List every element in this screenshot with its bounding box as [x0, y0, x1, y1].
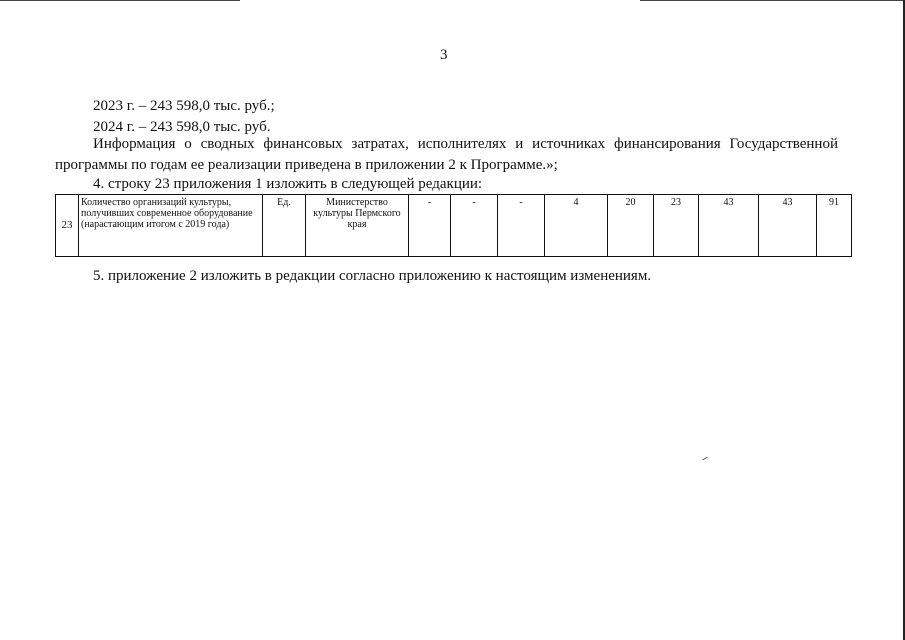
value-cell: 23 [654, 195, 699, 257]
value-cell: 43 [759, 195, 817, 257]
top-edge-line-left [0, 0, 240, 1]
value-cell: 91 [817, 195, 852, 257]
indicator-table [55, 194, 852, 257]
value-cell: - [451, 195, 498, 257]
value-cell: 4 [545, 195, 608, 257]
row-number-cell: 23 [56, 195, 79, 257]
page-number: 3 [440, 47, 448, 63]
value-cell: - [498, 195, 545, 257]
paragraph-item-5: 5. приложение 2 изложить в редакции согласно приложению к настоящим изменениям. [93, 268, 652, 284]
paragraph-financing-info: Информация о сводных финансовых затратах, исполнителях и источниках финансирования Государственной программы по годам ее реализации приведена в приложении 2 к Программе.»; [55, 136, 838, 173]
paragraph-year-2023: 2023 г. – 243 598,0 тыс. руб.; [93, 98, 275, 114]
value-cell: - [409, 195, 451, 257]
paragraph-item-4: 4. строку 23 приложения 1 изложить в следующей редакции: [93, 176, 483, 192]
paragraph-year-2024: 2024 г. – 243 598,0 тыс. руб. [93, 119, 271, 135]
top-edge-line-right [640, 0, 905, 1]
unit-cell: Ед. [263, 195, 306, 257]
executor-cell: Министерство культуры Пермского края [306, 195, 409, 257]
value-cell: 20 [608, 195, 654, 257]
indicator-name-cell: Количество организаций культуры, получивших современное оборудование (нарастающим итогом с 2019 года) [79, 195, 263, 257]
value-cell: 43 [699, 195, 759, 257]
table-row [56, 195, 852, 257]
pen-mark [702, 457, 708, 461]
